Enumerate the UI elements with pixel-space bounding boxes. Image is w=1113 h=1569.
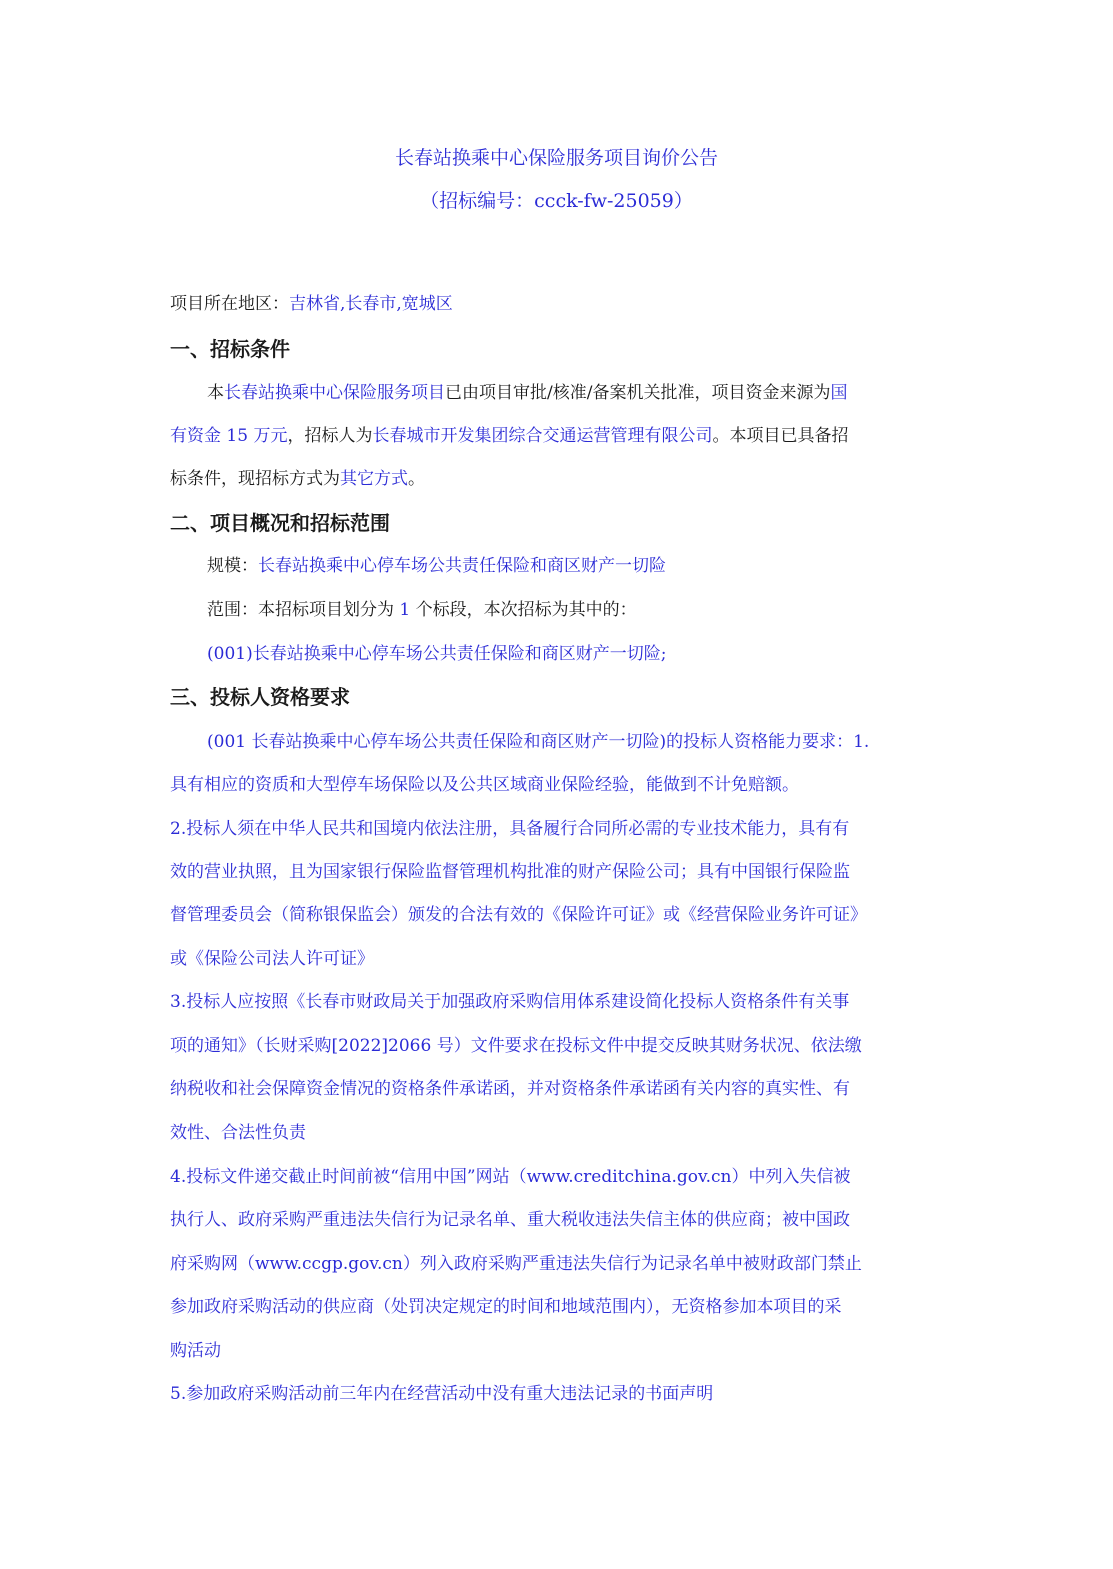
section-1-line-1 (207, 379, 987, 407)
bid-number: （招标编号：ccck-fw-25059） (420, 190, 693, 212)
requirement-line: (001 长春站换乘中心停车场公共责任保险和商区财产一切险)的投标人资格能力要求：1. (207, 732, 870, 752)
requirement-line: 具有相应的资质和大型停车场保险以及公共区域商业保险经验，能做到不计免赔额。 (170, 775, 799, 795)
range-label: 范围：本招标项目划分为 (207, 600, 400, 620)
section-1-line-2 (170, 422, 950, 450)
text-run: 本 (207, 383, 224, 403)
scale-line (207, 552, 987, 580)
text-run: 。本项目已具备招 (712, 426, 849, 446)
lot-item: (001)长春站换乘中心停车场公共责任保险和商区财产一切险; (207, 644, 667, 664)
section-1-line-3 (170, 465, 950, 493)
requirement-line: 执行人、政府采购严重违法失信行为记录名单、重大税收违法失信主体的供应商；被中国政 (170, 1210, 850, 1230)
tender-method: 其它方式 (340, 469, 408, 489)
text-run: 标条件，现招标方式为 (170, 469, 340, 489)
requirement-line: 项的通知》（长财采购[2022]2066 号）文件要求在投标文件中提交反映其财务状况、依法缴 (170, 1036, 862, 1056)
requirement-line: 督管理委员会（简称银保监会）颁发的合法有效的《保险许可证》或《经营保险业务许可证》 (170, 905, 867, 925)
location-label: 项目所在地区： (170, 294, 289, 314)
section-1-heading: 一、招标条件 (170, 337, 290, 361)
text-run: ，招标人为 (287, 426, 373, 446)
text-run: 已由项目审批/核准/备案机关批准，项目资金来源为 (445, 383, 831, 403)
requirement-line: 府采购网（www.ccgp.gov.cn）列入政府采购严重违法失信行为记录名单中被财政部门禁止 (170, 1254, 862, 1274)
requirement-line: 或《保险公司法人许可证》 (170, 949, 374, 969)
text-run: 。 (408, 469, 425, 489)
requirement-line: 2.投标人须在中华人民共和国境内依法注册，具备履行合同所必需的专业技术能力，具有有 (170, 819, 850, 839)
project-name: 长春站换乘中心保险服务项目 (224, 383, 445, 403)
requirement-line: 效的营业执照，且为国家银行保险监督管理机构批准的财产保险公司；具有中国银行保险监 (170, 862, 850, 882)
tenderer-name: 长春城市开发集团综合交通运营管理有限公司 (372, 426, 713, 446)
requirement-line: 4.投标文件递交截止时间前被“信用中国”网站（www.creditchina.gov.cn）中列入失信被 (170, 1167, 851, 1187)
section-3-heading: 三、投标人资格要求 (170, 685, 350, 709)
section-2-heading: 二、项目概况和招标范围 (170, 511, 390, 535)
fund-source: 国 (830, 383, 848, 403)
requirement-line: 效性、合法性负责 (170, 1123, 306, 1143)
location-value: 吉林省,长春市,宽城区 (289, 294, 453, 314)
range-rest: 个标段，本次招标为其中的： (410, 600, 637, 620)
requirement-line: 3.投标人应按照《长春市财政局关于加强政府采购信用体系建设简化投标人资格条件有关事 (170, 992, 850, 1012)
scale-label: 规模： (207, 556, 258, 576)
requirement-line: 纳税收和社会保障资金情况的资格条件承诺函，并对资格条件承诺函有关内容的真实性、有 (170, 1079, 850, 1099)
range-line (207, 596, 987, 624)
document-title: 长春站换乘中心保险服务项目询价公告 (394, 147, 718, 169)
scale-value: 长春站换乘中心停车场公共责任保险和商区财产一切险 (258, 556, 666, 576)
requirement-line: 参加政府采购活动的供应商（处罚决定规定的时间和地域范围内），无资格参加本项目的采 (170, 1297, 842, 1317)
requirement-line: 购活动 (170, 1341, 221, 1361)
requirement-line: 5.参加政府采购活动前三年内在经营活动中没有重大违法记录的书面声明 (170, 1384, 714, 1404)
fund-source-cont: 有资金 15 万元 (170, 426, 288, 446)
lot-count: 1 (399, 600, 411, 620)
project-location (170, 290, 950, 318)
